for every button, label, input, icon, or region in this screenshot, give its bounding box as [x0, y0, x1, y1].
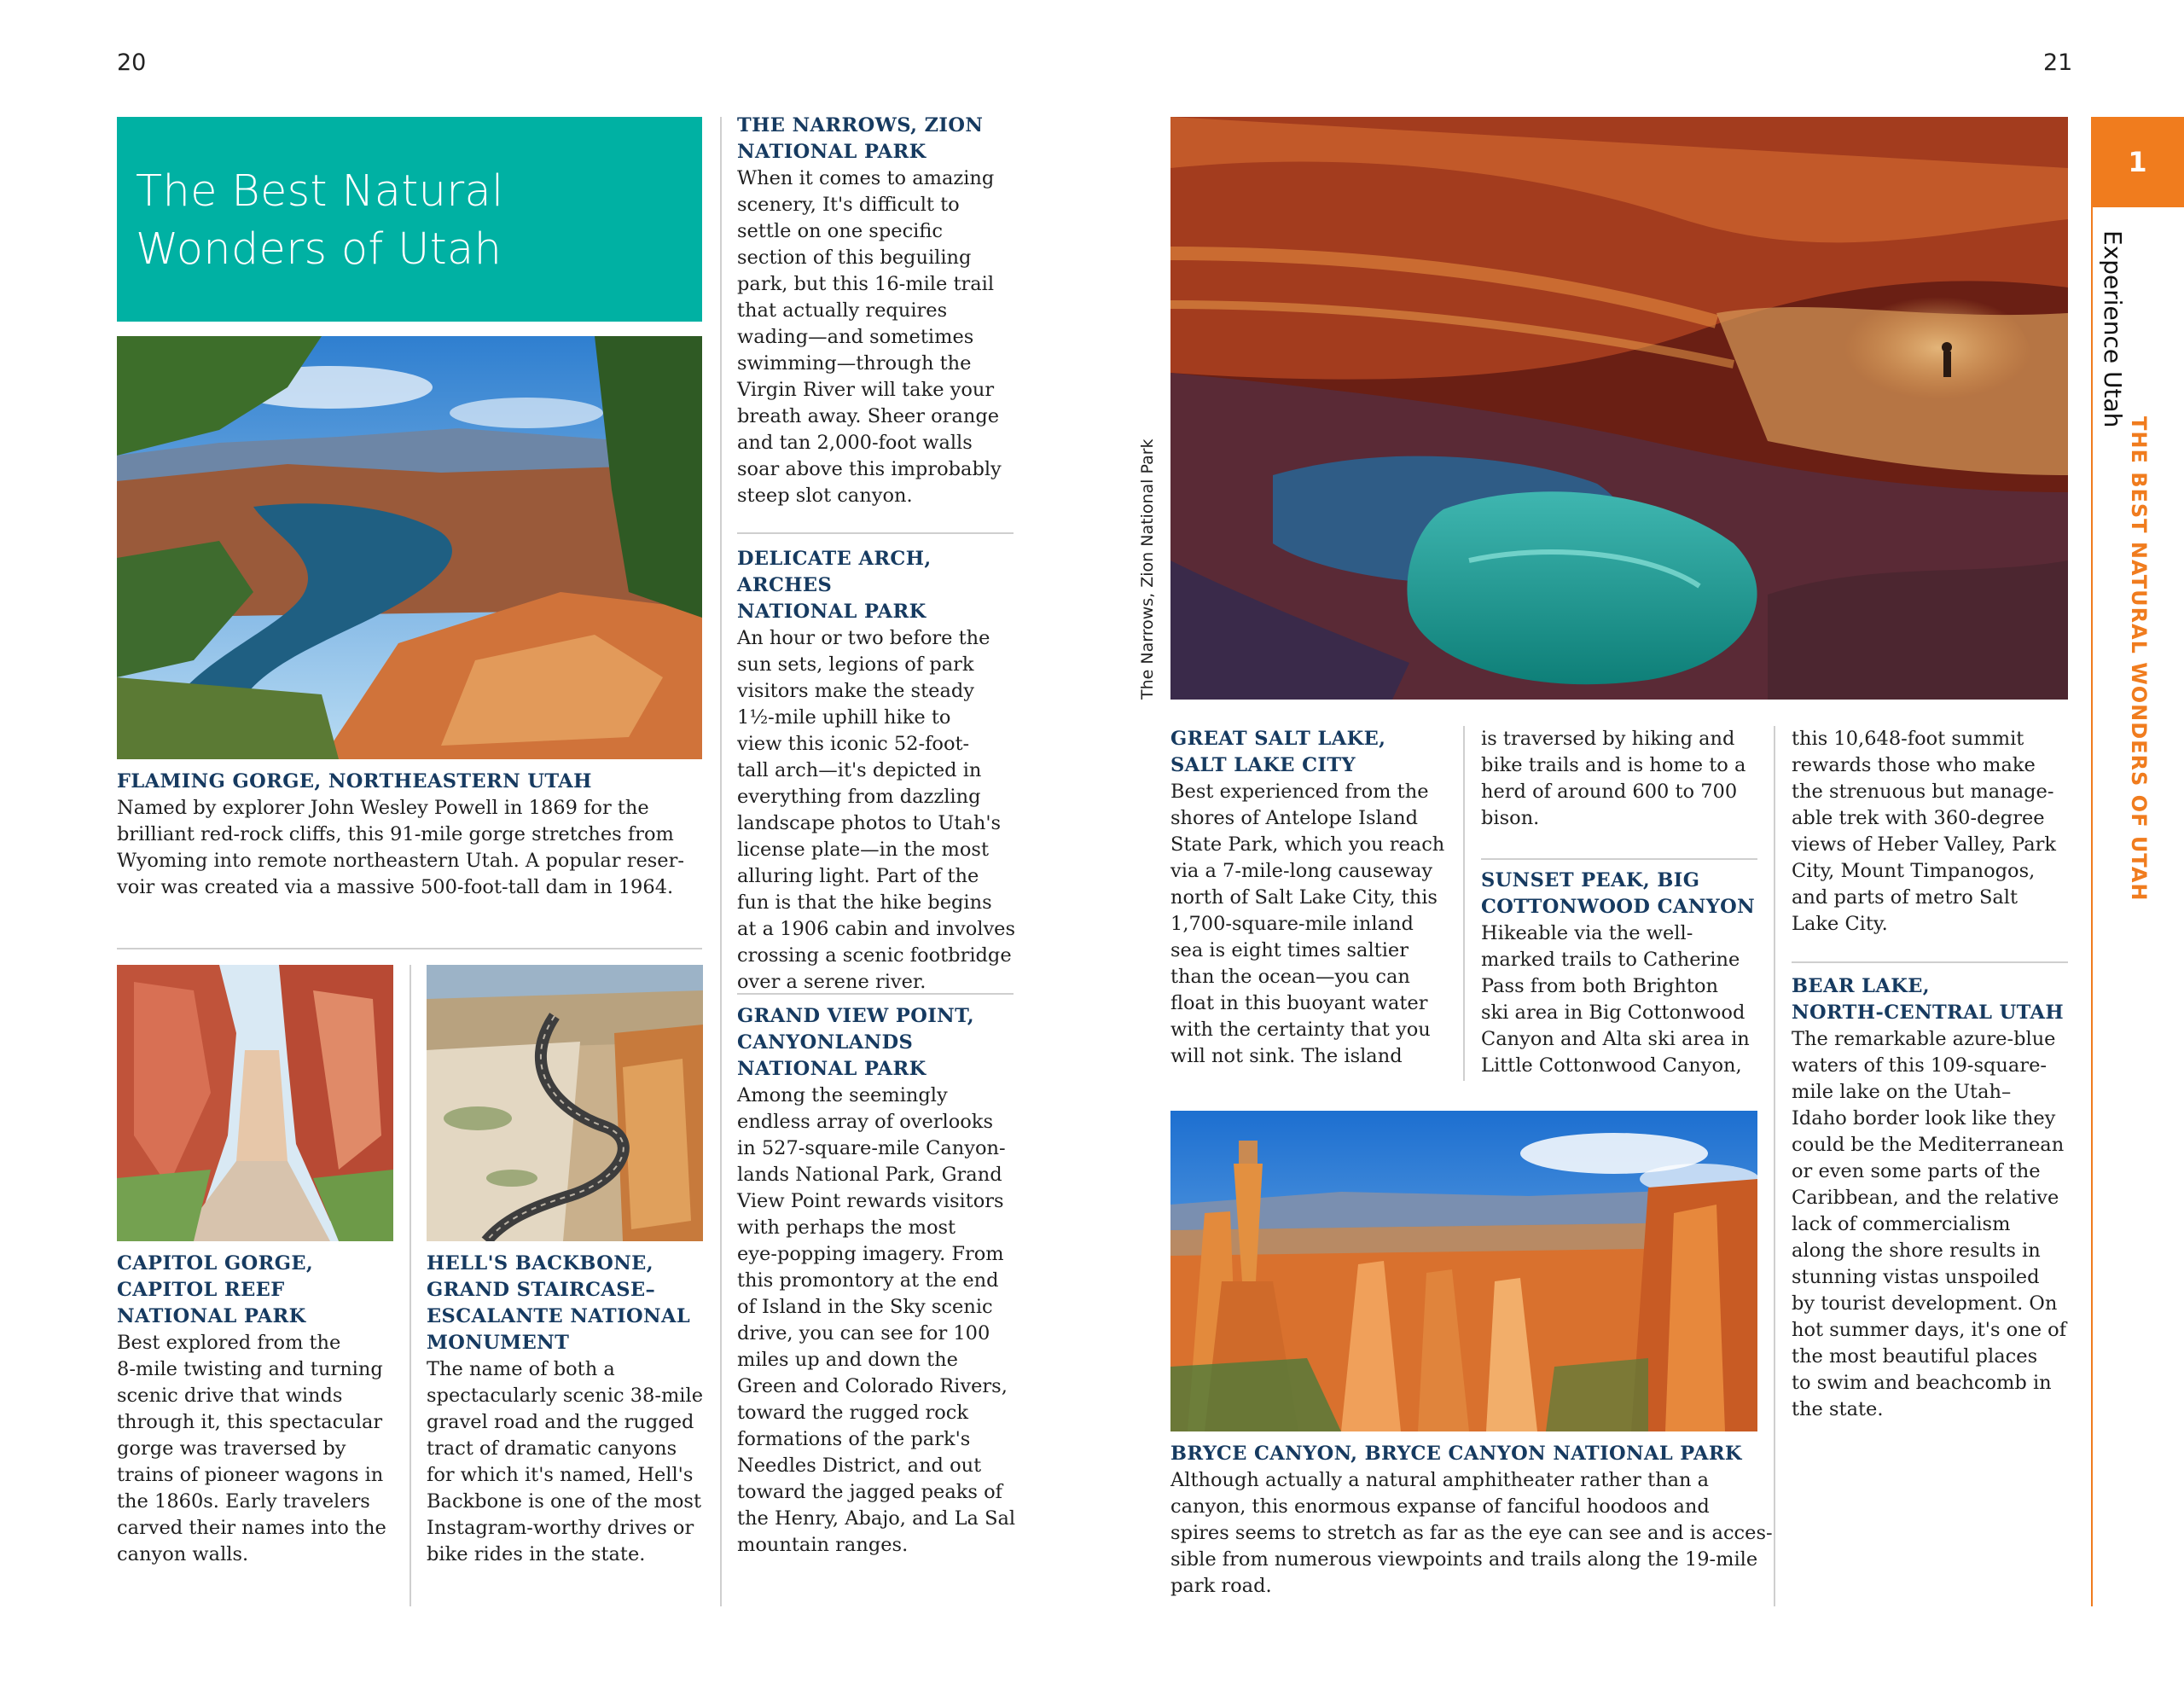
text-line: spires seems to stretch as far as the eye can see and is acces- [1170, 1522, 1773, 1544]
text-line: endless array of overlooks [737, 1111, 993, 1133]
text-line: via a 7-mile-long causeway [1170, 860, 1433, 882]
text-line: the most beautiful places [1792, 1345, 2038, 1368]
text-sunset-peak [1481, 920, 1771, 1079]
divider [1792, 961, 2068, 963]
text-line: at a 1906 cabin and involves [737, 918, 1016, 940]
heading-delicate-arch [737, 546, 1027, 625]
entry-capitol-gorge [117, 1251, 398, 1568]
text-bear-lake [1792, 1026, 2082, 1423]
text-line: bison. [1481, 807, 1540, 829]
divider [720, 117, 722, 1606]
page-title-box [117, 117, 702, 322]
text-narrows [737, 165, 1027, 509]
text-line: City, Mount Timpanogos, [1792, 860, 2036, 882]
text-line: waters of this 109-square- [1792, 1054, 2048, 1077]
text-line: over a serene river. [737, 971, 926, 993]
text-line: canyon, this enormous expanse of fanciful hoodoos and [1170, 1495, 1710, 1518]
entry-sunset-peak [1481, 868, 1771, 1079]
text-line: Backbone is one of the most [427, 1490, 701, 1513]
heading-line: NORTH-CENTRAL UTAH [1792, 1002, 2065, 1024]
heading-line: BEAR LAKE, [1792, 975, 1930, 997]
text-line: stunning vistas unspoiled [1792, 1266, 2040, 1288]
text-line: Caribbean, and the relative [1792, 1187, 2059, 1209]
text-line: visitors make the steady [737, 680, 974, 702]
text-line: shores of Antelope Island [1170, 807, 1419, 829]
text-line: brilliant red-rock cliffs, this 91-mile gorge stretches from [117, 823, 674, 845]
text-line: the 1860s. Early travelers [117, 1490, 370, 1513]
text-line: wading—and sometimes [737, 326, 974, 348]
text-line: steep slot canyon. [737, 485, 913, 507]
text-sunset-peak-continued [1792, 726, 2082, 938]
text-line: Hikeable via the well- [1481, 922, 1693, 944]
text-line: bike rides in the state. [427, 1543, 646, 1565]
text-line: The remarkable azure-blue [1792, 1028, 2056, 1050]
heading-grand-view [737, 1003, 1027, 1083]
text-line: When it comes to amazing [737, 167, 995, 189]
text-line: ski area in Big Cottonwood [1481, 1002, 1745, 1024]
text-line: voir was created via a massive 500-foot-tall dam in 1964. [117, 876, 674, 898]
heading-line: MONUMENT [427, 1332, 570, 1354]
text-line: Idaho border look like they [1792, 1107, 2056, 1129]
text-line: everything from dazzling [737, 786, 981, 808]
chapter-side-bar [2091, 207, 2093, 1606]
text-line: Best explored from the [117, 1332, 341, 1354]
text-line: marked trails to Catherine [1481, 949, 1740, 971]
photo-hells-backbone [427, 965, 703, 1241]
text-line: settle on one specific [737, 220, 943, 242]
text-line: and parts of metro Salt [1792, 886, 2018, 909]
text-line: Virgin River will take your [737, 379, 995, 401]
page-title-line: The Best Natural [136, 166, 504, 217]
text-line: toward the rugged rock [737, 1402, 969, 1424]
text-line: Among the seemingly [737, 1084, 948, 1106]
text-line: tall arch—it's depicted in [737, 759, 982, 781]
heading-line: HELL'S BACKBONE, [427, 1252, 653, 1275]
text-great-salt-lake [1170, 779, 1461, 1070]
column-middle-left-page [737, 113, 1027, 509]
text-line: views of Heber Valley, Park [1792, 833, 2057, 856]
text-line: scenery, It's difficult to [737, 194, 960, 216]
text-line: that actually requires [737, 299, 948, 322]
text-line: miles up and down the [737, 1349, 958, 1371]
divider [1481, 858, 1757, 860]
text-line: fun is that the hike begins [737, 891, 992, 914]
text-bryce-canyon [1170, 1467, 1776, 1600]
text-line: able trek with 360-degree [1792, 807, 2045, 829]
text-line: lack of commercialism [1792, 1213, 2011, 1235]
photo-bryce-canyon [1170, 1111, 1757, 1431]
text-line: Best experienced from the [1170, 781, 1429, 803]
text-line: the strenuous but manage- [1792, 781, 2054, 803]
text-great-salt-lake-continued [1481, 726, 1771, 832]
heading-sunset-peak [1481, 868, 1771, 920]
text-line: license plate—in the most [737, 839, 989, 861]
text-delicate-arch [737, 625, 1027, 996]
text-line: tract of dramatic canyons [427, 1437, 677, 1460]
text-line: park, but this 16-mile trail [737, 273, 995, 295]
text-line: Instagram-worthy drives or [427, 1517, 694, 1539]
text-line: float in this buoyant water [1170, 992, 1428, 1014]
text-line: will not sink. The island [1170, 1045, 1403, 1067]
text-line: Wyoming into remote northeastern Utah. A popular reser- [117, 850, 684, 872]
text-hells-backbone [427, 1356, 717, 1568]
text-line: than the ocean—you can [1170, 966, 1410, 988]
heading-line: CAPITOL GORGE, [117, 1252, 314, 1275]
text-line: section of this beguiling [737, 247, 972, 269]
entry-bryce-canyon [1170, 1441, 1776, 1600]
heading-line: GRAND VIEW POINT, [737, 1005, 975, 1027]
text-line: this 10,648-foot summit [1792, 728, 2024, 750]
heading-line: NATIONAL PARK [737, 141, 926, 163]
text-line: canyon walls. [117, 1543, 249, 1565]
heading-line: SUNSET PEAK, BIG [1481, 869, 1700, 891]
text-line: the state. [1792, 1398, 1884, 1420]
text-line: formations of the park's [737, 1428, 971, 1450]
text-line: view this iconic 52-foot- [737, 733, 970, 755]
text-line: could be the Mediterranean [1792, 1134, 2065, 1156]
photo-flaming-gorge [117, 336, 702, 759]
text-line: drive, you can see for 100 [737, 1322, 990, 1344]
page-number-left: 20 [117, 49, 147, 76]
text-line: gravel road and the rugged [427, 1411, 694, 1433]
chapter-topic-label: THE BEST NATURAL WONDERS OF UTAH [2127, 416, 2151, 902]
heading-line: NATIONAL PARK [737, 1058, 926, 1080]
heading-narrows [737, 113, 1027, 165]
heading-line: GRAND STAIRCASE– [427, 1279, 656, 1301]
photo-capitol-gorge [117, 965, 393, 1241]
text-line: 1½-mile uphill hike to [737, 706, 951, 729]
text-line: lands National Park, Grand [737, 1164, 1002, 1186]
heading-bear-lake [1792, 973, 2082, 1026]
page-number-right: 21 [2043, 49, 2073, 76]
text-line: carved their names into the [117, 1517, 386, 1539]
text-line: by tourist development. On [1792, 1292, 2058, 1315]
entry-hells-backbone [427, 1251, 717, 1568]
photo-credit: The Narrows, Zion National Park [1138, 438, 1157, 700]
text-line: for which it's named, Hell's [427, 1464, 694, 1486]
text-line: 1,700-square-mile inland [1170, 913, 1414, 935]
heading-flaming-gorge: FLAMING GORGE, NORTHEASTERN UTAH [117, 770, 592, 793]
text-line: through it, this spectacular [117, 1411, 383, 1433]
heading-line: COTTONWOOD CANYON [1481, 896, 1756, 918]
text-line: spectacularly scenic 38-mile [427, 1385, 704, 1407]
divider [1463, 726, 1465, 1081]
text-line: trains of pioneer wagons in [117, 1464, 384, 1486]
text-line: north of Salt Lake City, this [1170, 886, 1438, 909]
entry-grand-view [737, 1003, 1027, 1559]
text-line: of Island in the Sky scenic [737, 1296, 993, 1318]
entry-bear-lake [1792, 973, 2082, 1423]
text-line: gorge was traversed by [117, 1437, 346, 1460]
text-line: with the certainty that you [1170, 1019, 1431, 1041]
text-line: Pass from both Brighton [1481, 975, 1718, 997]
text-line: Lake City. [1792, 913, 1888, 935]
text-line: and tan 2,000-foot walls [737, 432, 973, 454]
text-line: Little Cottonwood Canyon, [1481, 1054, 1742, 1077]
heading-line: CAPITOL REEF [117, 1279, 285, 1301]
heading-line: ESCALANTE NATIONAL [427, 1305, 691, 1327]
text-line: mile lake on the Utah– [1792, 1081, 2012, 1103]
text-line: in 527-square-mile Canyon- [737, 1137, 1006, 1159]
text-line: Needles District, and out [737, 1455, 982, 1477]
text-grand-view [737, 1083, 1027, 1559]
heading-line: NATIONAL PARK [117, 1305, 306, 1327]
text-line: with perhaps the most [737, 1217, 956, 1239]
divider [117, 948, 702, 949]
text-line: The name of both a [427, 1358, 615, 1380]
text-line: toward the jagged peaks of [737, 1481, 1002, 1503]
heading-line: DELICATE ARCH, ARCHES [737, 548, 932, 596]
column-right-page-middle [1481, 726, 1771, 832]
text-line: 8-mile twisting and turning [117, 1358, 383, 1380]
text-line: soar above this improbably [737, 458, 1002, 480]
divider [737, 532, 1014, 534]
text-line: sible from numerous viewpoints and trails along the 19-mile [1170, 1548, 1758, 1571]
text-line: to swim and beachcomb in [1792, 1372, 2052, 1394]
text-line: An hour or two before the [737, 627, 990, 649]
text-flaming-gorge [117, 795, 714, 901]
heading-hells-backbone [427, 1251, 717, 1356]
text-line: or even some parts of the [1792, 1160, 2041, 1182]
heading-capitol-gorge [117, 1251, 398, 1330]
page-title-line: Wonders of Utah [136, 224, 502, 275]
text-line: park road. [1170, 1575, 1272, 1597]
photo-narrows [1170, 117, 2068, 700]
divider [737, 993, 1014, 995]
text-line: this promontory at the end [737, 1269, 999, 1292]
text-line: Canyon and Alta ski area in [1481, 1028, 1750, 1050]
text-line: is traversed by hiking and [1481, 728, 1735, 750]
text-capitol-gorge [117, 1330, 398, 1568]
heading-line: NATIONAL PARK [737, 601, 926, 623]
text-line: sun sets, legions of park [737, 653, 974, 676]
text-line: View Point rewards visitors [737, 1190, 1004, 1212]
heading-great-salt-lake [1170, 726, 1461, 779]
text-line: landscape photos to Utah's [737, 812, 1002, 834]
heading-line: CANYONLANDS [737, 1031, 914, 1054]
divider [410, 965, 411, 1606]
text-line: Green and Colorado Rivers, [737, 1375, 1008, 1397]
text-line: hot summer days, it's one of [1792, 1319, 2067, 1341]
text-line: State Park, which you reach [1170, 833, 1445, 856]
text-line: along the shore results in [1792, 1240, 2041, 1262]
text-line: swimming—through the [737, 352, 972, 375]
text-line: scenic drive that winds [117, 1385, 343, 1407]
heading-bryce-canyon: BRYCE CANYON, BRYCE CANYON NATIONAL PARK [1170, 1443, 1742, 1465]
heading-line: SALT LAKE CITY [1170, 754, 1356, 776]
chapter-section-label: Experience Utah [2099, 230, 2127, 428]
text-line: Named by explorer John Wesley Powell in 1869 for the [117, 797, 649, 819]
text-line: rewards those who make [1792, 754, 2036, 776]
text-line: Although actually a natural amphitheater rather than a [1170, 1469, 1710, 1491]
text-line: eye-popping imagery. From [737, 1243, 1004, 1265]
column-right-page-right [1792, 726, 2082, 938]
chapter-number-tab: 1 [2091, 117, 2184, 207]
text-line: crossing a scenic footbridge [737, 944, 1012, 967]
heading-line: GREAT SALT LAKE, [1170, 728, 1386, 750]
text-line: bike trails and is home to a [1481, 754, 1746, 776]
entry-great-salt-lake [1170, 726, 1461, 1070]
text-line: mountain ranges. [737, 1534, 909, 1556]
heading-line: THE NARROWS, ZION [737, 114, 984, 136]
text-line: herd of around 600 to 700 [1481, 781, 1738, 803]
text-line: alluring light. Part of the [737, 865, 979, 887]
text-line: sea is eight times saltier [1170, 939, 1409, 961]
entry-delicate-arch [737, 546, 1027, 996]
text-line: the Henry, Abajo, and La Sal [737, 1507, 1016, 1530]
text-line: breath away. Sheer orange [737, 405, 1000, 427]
